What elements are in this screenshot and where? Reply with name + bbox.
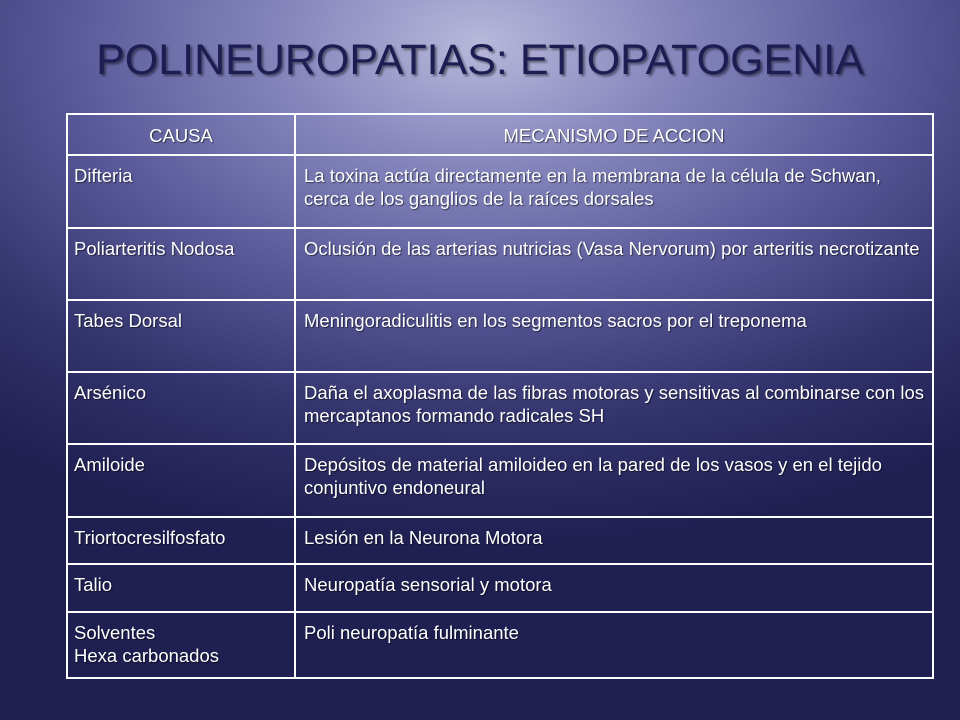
header-cause: CAUSA bbox=[67, 114, 295, 155]
table-row bbox=[67, 444, 933, 517]
table-row bbox=[67, 612, 933, 678]
table-row bbox=[67, 372, 933, 444]
slide-title: POLINEUROPATIAS: ETIOPATOGENIA bbox=[96, 36, 864, 84]
table-header-row bbox=[67, 114, 933, 155]
cause-line-hexa-carbonados: Hexa carbonados bbox=[74, 645, 220, 666]
mechanism-cell: Meningoradiculitis en los segmentos sacros por el treponema bbox=[295, 300, 933, 372]
cause-cell bbox=[67, 612, 295, 678]
cause-cell: Poliarteritis Nodosa bbox=[67, 228, 295, 300]
table-row bbox=[67, 155, 933, 228]
cause-cell: Triortocresilfosfato bbox=[67, 517, 295, 564]
table-row bbox=[67, 564, 933, 612]
mechanism-cell: Poli neuropatía fulminante bbox=[295, 612, 933, 678]
table-row bbox=[67, 300, 933, 372]
mechanism-cell: Lesión en la Neurona Motora bbox=[295, 517, 933, 564]
mechanism-cell: Neuropatía sensorial y motora bbox=[295, 564, 933, 612]
mechanism-cell: Oclusión de las arterias nutricias (Vasa Nervorum) por arteritis necrotizante bbox=[295, 228, 933, 300]
mechanism-cell: Daña el axoplasma de las fibras motoras y sensitivas al combinarse con los mercaptanos formando radicales SH bbox=[295, 372, 933, 444]
table-row bbox=[67, 228, 933, 300]
cause-cell: Tabes Dorsal bbox=[67, 300, 295, 372]
cause-line-solventes: Solventes bbox=[74, 622, 156, 643]
cause-cell: Difteria bbox=[67, 155, 295, 228]
header-mechanism: MECANISMO DE ACCION bbox=[295, 114, 933, 155]
cause-cell: Arsénico bbox=[67, 372, 295, 444]
etiopathogenesis-table bbox=[66, 113, 934, 679]
mechanism-cell: Depósitos de material amiloideo en la pared de los vasos y en el tejido conjuntivo endoneural bbox=[295, 444, 933, 517]
mechanism-cell: La toxina actúa directamente en la membrana de la célula de Schwan, cerca de los ganglios de la raíces dorsales bbox=[295, 155, 933, 228]
cause-cell: Talio bbox=[67, 564, 295, 612]
cause-cell: Amiloide bbox=[67, 444, 295, 517]
table-row bbox=[67, 517, 933, 564]
